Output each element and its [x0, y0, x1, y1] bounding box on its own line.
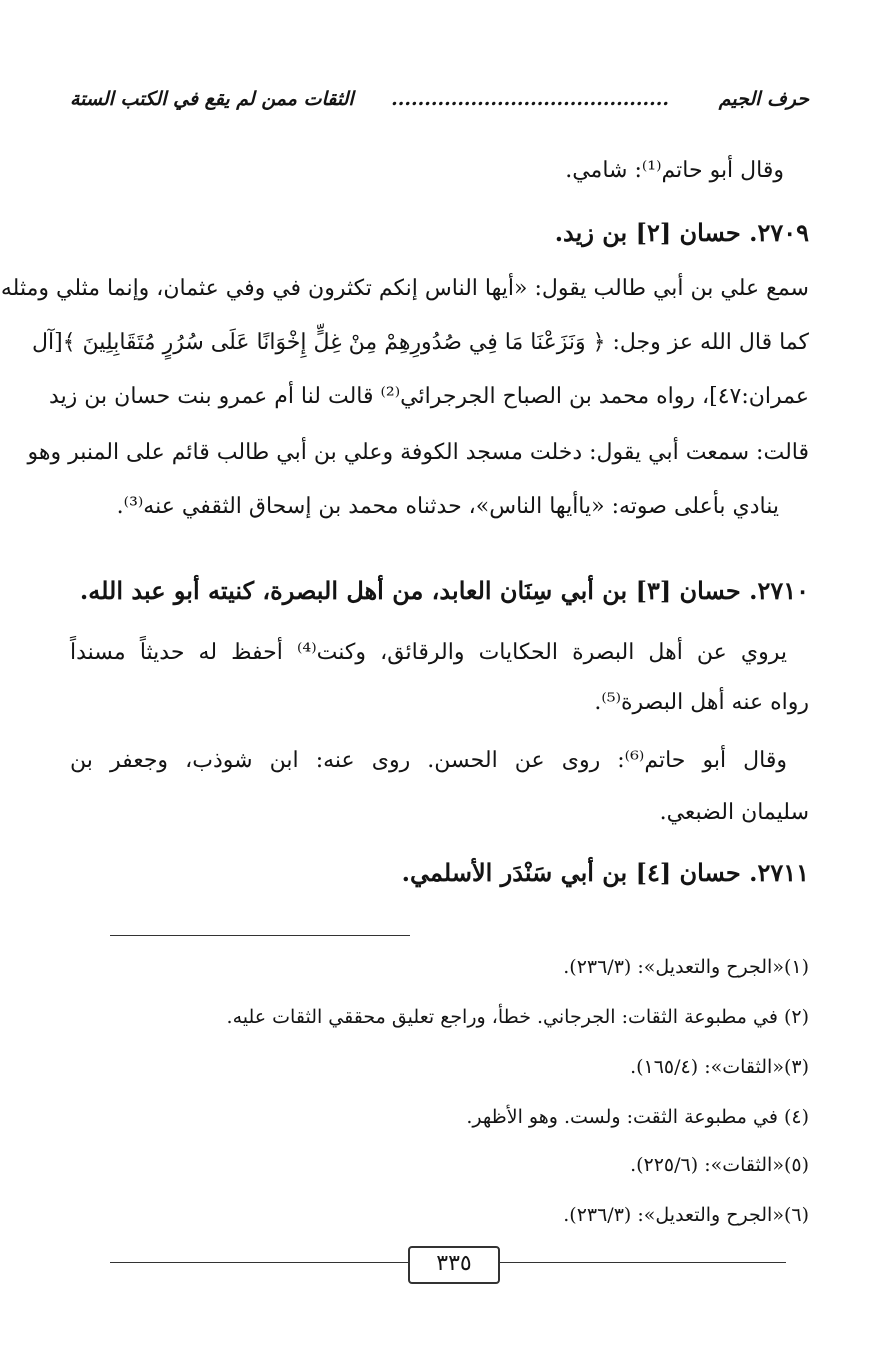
- book-title: الثقات ممن لم يقع في الكتب الستة: [70, 88, 354, 110]
- paragraph-line-2: كما قال الله عز وجل: ﴿ وَنَزَعْنَا مَا فِي صُدُورِهِمْ مِنْ غِلٍّ إِخْوَانًا عَلَى سُرُرٍ مُتَقَابِلِينَ ﴾[آل: [31, 330, 809, 355]
- chapter-name: حرف الجيم: [718, 88, 809, 110]
- paragraph-line-9: سليمان الضبعي.: [659, 800, 809, 825]
- footnote-4: (٤) في مطبوعة الثقت: ولست. وهو الأظهر.: [466, 1106, 809, 1128]
- footnote-5: (٥)«الثقات»: (٢٢٥/٦).: [630, 1154, 809, 1176]
- footnote-2: (٢) في مطبوعة الثقات: الجرجاني. خطأ، وراجع تعليق محققي الثقات عليه.: [226, 1006, 809, 1028]
- entry-2709: ٢٧٠٩. حسان [٢] بن زيد.: [554, 218, 809, 247]
- paragraph-line-6: يروي عن أهل البصرة الحكايات والرقائق، وكنت⁽⁴⁾ أحفظ له حديثاً مسنداً: [70, 640, 788, 665]
- paragraph-line-3: عمران:٤٧]، رواه محمد بن الصباح الجرجرائي⁽²⁾ قالت لنا أم عمرو بنت حسان بن زيد: [49, 384, 809, 409]
- entry-2710: ٢٧١٠. حسان [٣] بن أبي سِنَان العابد، من أهل البصرة، كنيته أبو عبد الله.: [79, 576, 809, 605]
- bottom-rule-right: [496, 1262, 786, 1263]
- entry-2711: ٢٧١١. حسان [٤] بن أبي سَنْدَر الأسلمي.: [401, 858, 809, 887]
- paragraph-line-5: ينادي بأعلى صوته: «ياأيها الناس»، حدثناه محمد بن إسحاق الثقفي عنه⁽³⁾.: [116, 494, 779, 519]
- header-dots: ..........................................: [391, 88, 669, 110]
- footnote-6: (٦)«الجرح والتعديل»: (٢٣٦/٣).: [563, 1204, 809, 1226]
- paragraph-line-8: وقال أبو حاتم⁽⁶⁾: روى عن الحسن. روى عنه: ابن شوذب، وجعفر بن: [70, 748, 787, 773]
- page-number: ٣٣٥: [408, 1246, 500, 1284]
- paragraph-line-7: رواه عنه أهل البصرة⁽⁵⁾.: [594, 690, 809, 715]
- text-line-1: وقال أبو حاتم⁽¹⁾: شامي.: [565, 158, 784, 183]
- footnote-separator: [110, 935, 410, 936]
- paragraph-line-4: قالت: سمعت أبي يقول: دخلت مسجد الكوفة وعلي بن أبي طالب قائم على المنبر وهو: [27, 440, 809, 465]
- footnote-3: (٣)«الثقات»: (١٦٥/٤).: [630, 1056, 809, 1078]
- bottom-rule-left: [110, 1262, 408, 1263]
- footnote-1: (١)«الجرح والتعديل»: (٢٣٦/٣).: [563, 956, 809, 978]
- paragraph-line-1: سمع علي بن أبي طالب يقول: «أيها الناس إنكم تكثرون في وفي عثمان، وإنما مثلي ومثله: [0, 276, 809, 301]
